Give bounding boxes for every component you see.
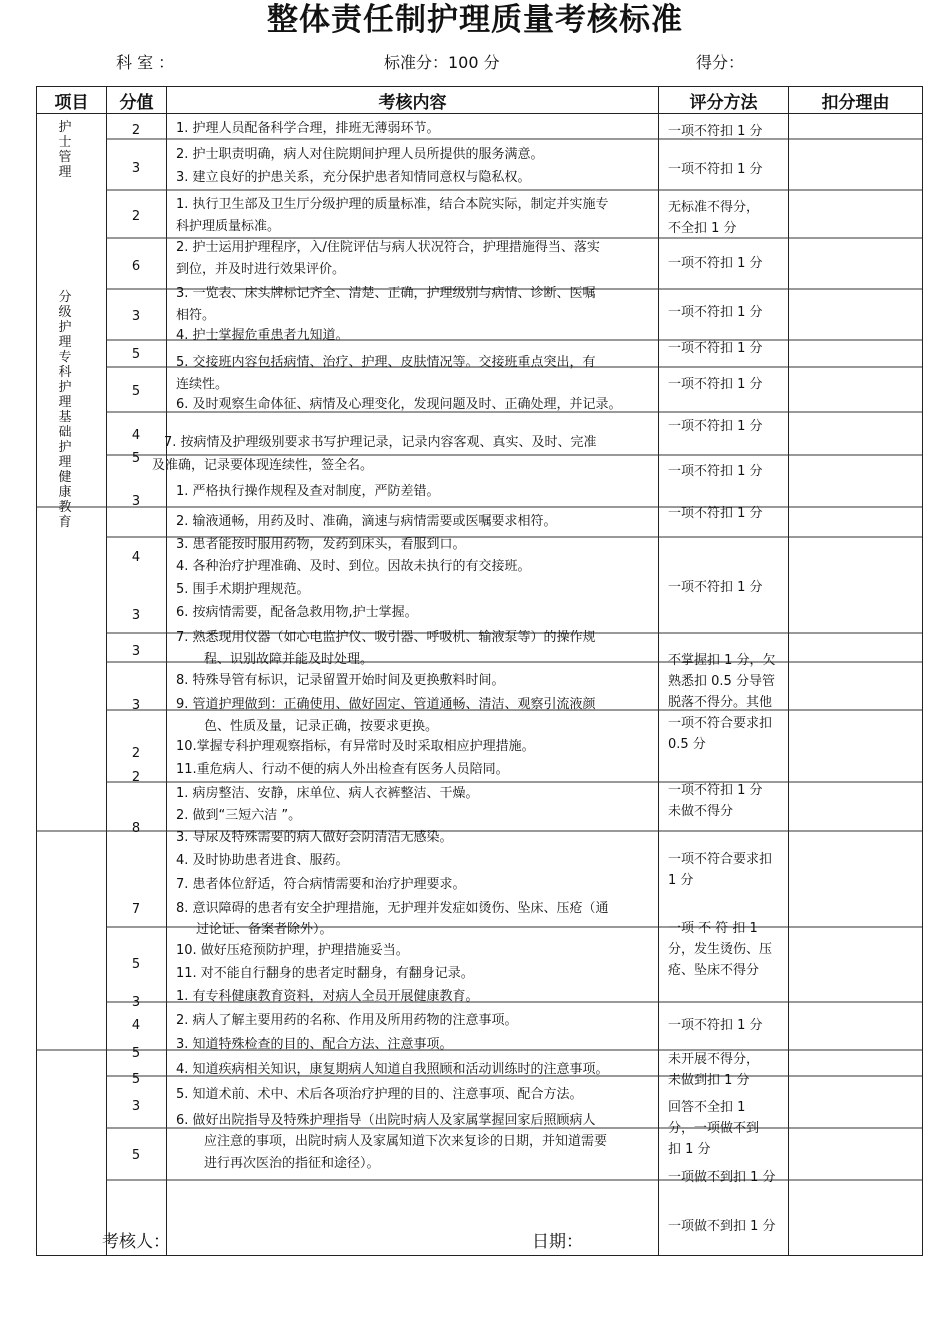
- score-value: 2: [131, 209, 141, 224]
- score-value: 3: [131, 644, 141, 659]
- method-text: 一项不符扣 1 分: [668, 506, 763, 521]
- method-text: 不掌握扣 1 分，欠熟悉扣 0.5 分导管脱落不得分。其他一项不符合要求扣 0.5 分: [668, 653, 776, 752]
- content-line: 5. 交接班内容包括病情、治疗、护理、皮肤情况等。交接班重点突出，有: [176, 355, 596, 370]
- score-value: 8: [131, 821, 141, 836]
- score-value: 3: [131, 309, 141, 324]
- content-line: 1. 病房整洁、安静，床单位、病人衣裤整洁、干燥。: [176, 786, 479, 801]
- content-line: 1. 严格执行操作规程及查对制度，严防差错。: [176, 484, 440, 499]
- score-value: 5: [131, 451, 141, 466]
- method-text: 一项做不到扣 1 分: [668, 1170, 776, 1185]
- content-line: 色、性质及量，记录正确，按要求更换。: [204, 719, 439, 734]
- method-text: 一项不符扣 1 分: [668, 1018, 763, 1033]
- content-line: 11. 对不能自行翻身的患者定时翻身，有翻身记录。: [176, 966, 474, 981]
- score-value: 3: [131, 608, 141, 623]
- content-line: 4. 知道疾病相关知识，康复期病人知道自我照顾和活动训练时的注意事项。: [176, 1062, 609, 1077]
- score-value: 4: [131, 550, 141, 565]
- standard-score-label: 标准分：100 分: [384, 53, 500, 72]
- table-body-item: [37, 114, 107, 1256]
- header-method: 评分方法: [659, 87, 789, 114]
- content-line: 8. 意识障碍的患者有安全护理措施，无护理并发症如烫伤、坠床、压疮（通: [176, 901, 609, 916]
- content-line: 2. 输液通畅，用药及时、准确，滴速与病情需要或医嘱要求相符。: [176, 514, 557, 529]
- content-line: 及准确，记录要体现连续性，签全名。: [152, 458, 374, 473]
- header-reason: 扣分理由: [789, 87, 923, 114]
- score-value: 7: [131, 902, 141, 917]
- content-line: 科护理质量标准。: [176, 219, 281, 234]
- method-text: 一项不符扣 1 分未做不得分: [668, 783, 763, 819]
- content-line: 1. 有专科健康教育资料，对病人全员开展健康教育。: [176, 989, 479, 1004]
- score-value: 2: [131, 123, 141, 138]
- header-item: 项目: [37, 87, 107, 114]
- content-line: 4. 各种治疗护理准确、及时、到位。因故未执行的有交接班。: [176, 559, 531, 574]
- content-line: 2. 护士运用护理程序，入/住院评估与病人状况符合，护理措施得当、落实: [176, 240, 600, 255]
- content-line: 7. 患者体位舒适，符合病情需要和治疗护理要求。: [176, 877, 466, 892]
- content-line: 进行再次医治的指征和途径）。: [204, 1156, 380, 1171]
- method-text: 一项不符扣 1 分: [668, 124, 763, 139]
- method-text: 一项 不 符 扣 1 分，发生烫伤、压疮、坠床不得分: [668, 921, 773, 978]
- content-line: 1. 护理人员配备科学合理，排班无薄弱环节。: [176, 121, 440, 136]
- content-line: 应注意的事项，出院时病人及家属知道下次来复诊的日期，并知道需要: [204, 1134, 608, 1149]
- method-text: 一项不符扣 1 分: [668, 256, 763, 271]
- content-line: 4. 及时协助患者进食、服药。: [176, 853, 349, 868]
- content-line: 6. 及时观察生命体征、病情及心理变化，发现问题及时、正确处理，并记录。: [176, 397, 622, 412]
- content-line: 11.重危病人、行动不便的病人外出检查有医务人员陪同。: [176, 762, 509, 777]
- category-label: 分级护理专科护理基础护理健康教育: [58, 290, 72, 530]
- content-line: 4. 护士掌握危重患者九知道。: [176, 328, 349, 343]
- content-line: 10. 做好压疮预防护理，护理措施妥当。: [176, 943, 409, 958]
- content-line: 7. 按病情及护理级别要求书写护理记录，记录内容客观、真实、及时、完准: [164, 435, 597, 450]
- assessment-table: [36, 86, 923, 1256]
- content-line: 3. 建立良好的护患关系，充分保护患者知情同意权与隐私权。: [176, 170, 531, 185]
- score-value: 5: [131, 347, 141, 362]
- content-line: 5. 围手术期护理规范。: [176, 582, 310, 597]
- score-value: 2: [131, 746, 141, 761]
- dept-label: 科 室 ：: [116, 53, 175, 72]
- content-line: 连续性。: [176, 377, 229, 392]
- method-text: 一项做不到扣 1 分: [668, 1219, 776, 1234]
- header-content: 考核内容: [167, 87, 659, 114]
- method-text: 未开展不得分，未做到扣 1 分: [668, 1052, 760, 1088]
- score-value: 3: [131, 161, 141, 176]
- content-line: 2. 护士职责明确，病人对住院期间护理人员所提供的服务满意。: [176, 147, 544, 162]
- score-value: 4: [131, 1018, 141, 1033]
- content-line: 程、识别故障并能及时处理。: [204, 652, 374, 667]
- category-label: 护士管理: [58, 120, 72, 180]
- method-text: 一项不符扣 1 分: [668, 419, 763, 434]
- method-text: 一项不符扣 1 分: [668, 162, 763, 177]
- method-text: 一项不符扣 1 分: [668, 580, 763, 595]
- method-text: 无标准不得分，不全扣 1 分: [668, 200, 760, 236]
- score-value: 4: [131, 428, 141, 443]
- score-value: 5: [131, 1148, 141, 1163]
- content-line: 10.掌握专科护理观察指标，有异常时及时采取相应护理措施。: [176, 739, 535, 754]
- score-value: 5: [131, 1046, 141, 1061]
- content-line: 过论证、备案者除外）。: [196, 922, 333, 937]
- method-text: 一项不符扣 1 分: [668, 305, 763, 320]
- content-line: 6. 按病情需要，配备急救用物,护士掌握。: [176, 605, 418, 620]
- score-value: 5: [131, 957, 141, 972]
- examiner-label: 考核人：: [102, 1232, 170, 1252]
- method-text: 一项不符扣 1 分: [668, 464, 763, 479]
- content-line: 5. 知道术前、术中、术后各项治疗护理的目的、注意事项、配合方法。: [176, 1087, 583, 1102]
- method-text: 一项不符合要求扣 1 分: [668, 852, 773, 888]
- content-line: 3. 知道特殊检查的目的、配合方法、注意事项。: [176, 1037, 453, 1052]
- content-line: 到位，并及时进行效果评价。: [176, 262, 346, 277]
- table-body-reason: [789, 114, 923, 1256]
- method-text: 一项不符扣 1 分: [668, 377, 763, 392]
- header-score: 分值: [107, 87, 167, 114]
- content-line: 2. 病人了解主要用药的名称、作用及所用药物的注意事项。: [176, 1013, 518, 1028]
- score-value: 5: [131, 1072, 141, 1087]
- score-value: 3: [131, 494, 141, 509]
- score-value: 3: [131, 1099, 141, 1114]
- method-text: 一项不符扣 1 分: [668, 341, 763, 356]
- content-line: 3. 一览表、床头牌标记齐全、清楚、正确，护理级别与病情、诊断、医嘱: [176, 286, 596, 301]
- content-line: 7. 熟悉现用仪器（如心电监护仪、吸引器、呼吸机、输液泵等）的操作规: [176, 630, 596, 645]
- score-value: 5: [131, 384, 141, 399]
- score-value: 6: [131, 259, 141, 274]
- score-value: 3: [131, 698, 141, 713]
- content-line: 2. 做到“三短六洁 ”。: [176, 808, 302, 823]
- content-line: 8. 特殊导管有标识，记录留置开始时间及更换敷料时间。: [176, 673, 505, 688]
- content-line: 3. 导尿及特殊需要的病人做好会阴清洁无感染。: [176, 830, 453, 845]
- score-value: 3: [131, 995, 141, 1010]
- date-label: 日期：: [532, 1232, 583, 1252]
- content-line: 1. 执行卫生部及卫生厅分级护理的质量标准，结合本院实际，制定并实施专: [176, 197, 609, 212]
- method-text: 回答不全扣 1 分，一项做不到扣 1 分: [668, 1100, 760, 1157]
- content-line: 6. 做好出院指导及特殊护理指导（出院时病人及家属掌握回家后照顾病人: [176, 1113, 596, 1128]
- score-value: 2: [131, 770, 141, 785]
- content-line: 3. 患者能按时服用药物，发药到床头，看服到口。: [176, 537, 466, 552]
- content-line: 相符。: [176, 308, 216, 323]
- score-label: 得分：: [696, 53, 745, 72]
- content-line: 9. 管道护理做到：正确使用、做好固定、管道通畅、清洁、观察引流液颜: [176, 697, 596, 712]
- page-title: 整体责任制护理质量考核标准: [267, 2, 683, 38]
